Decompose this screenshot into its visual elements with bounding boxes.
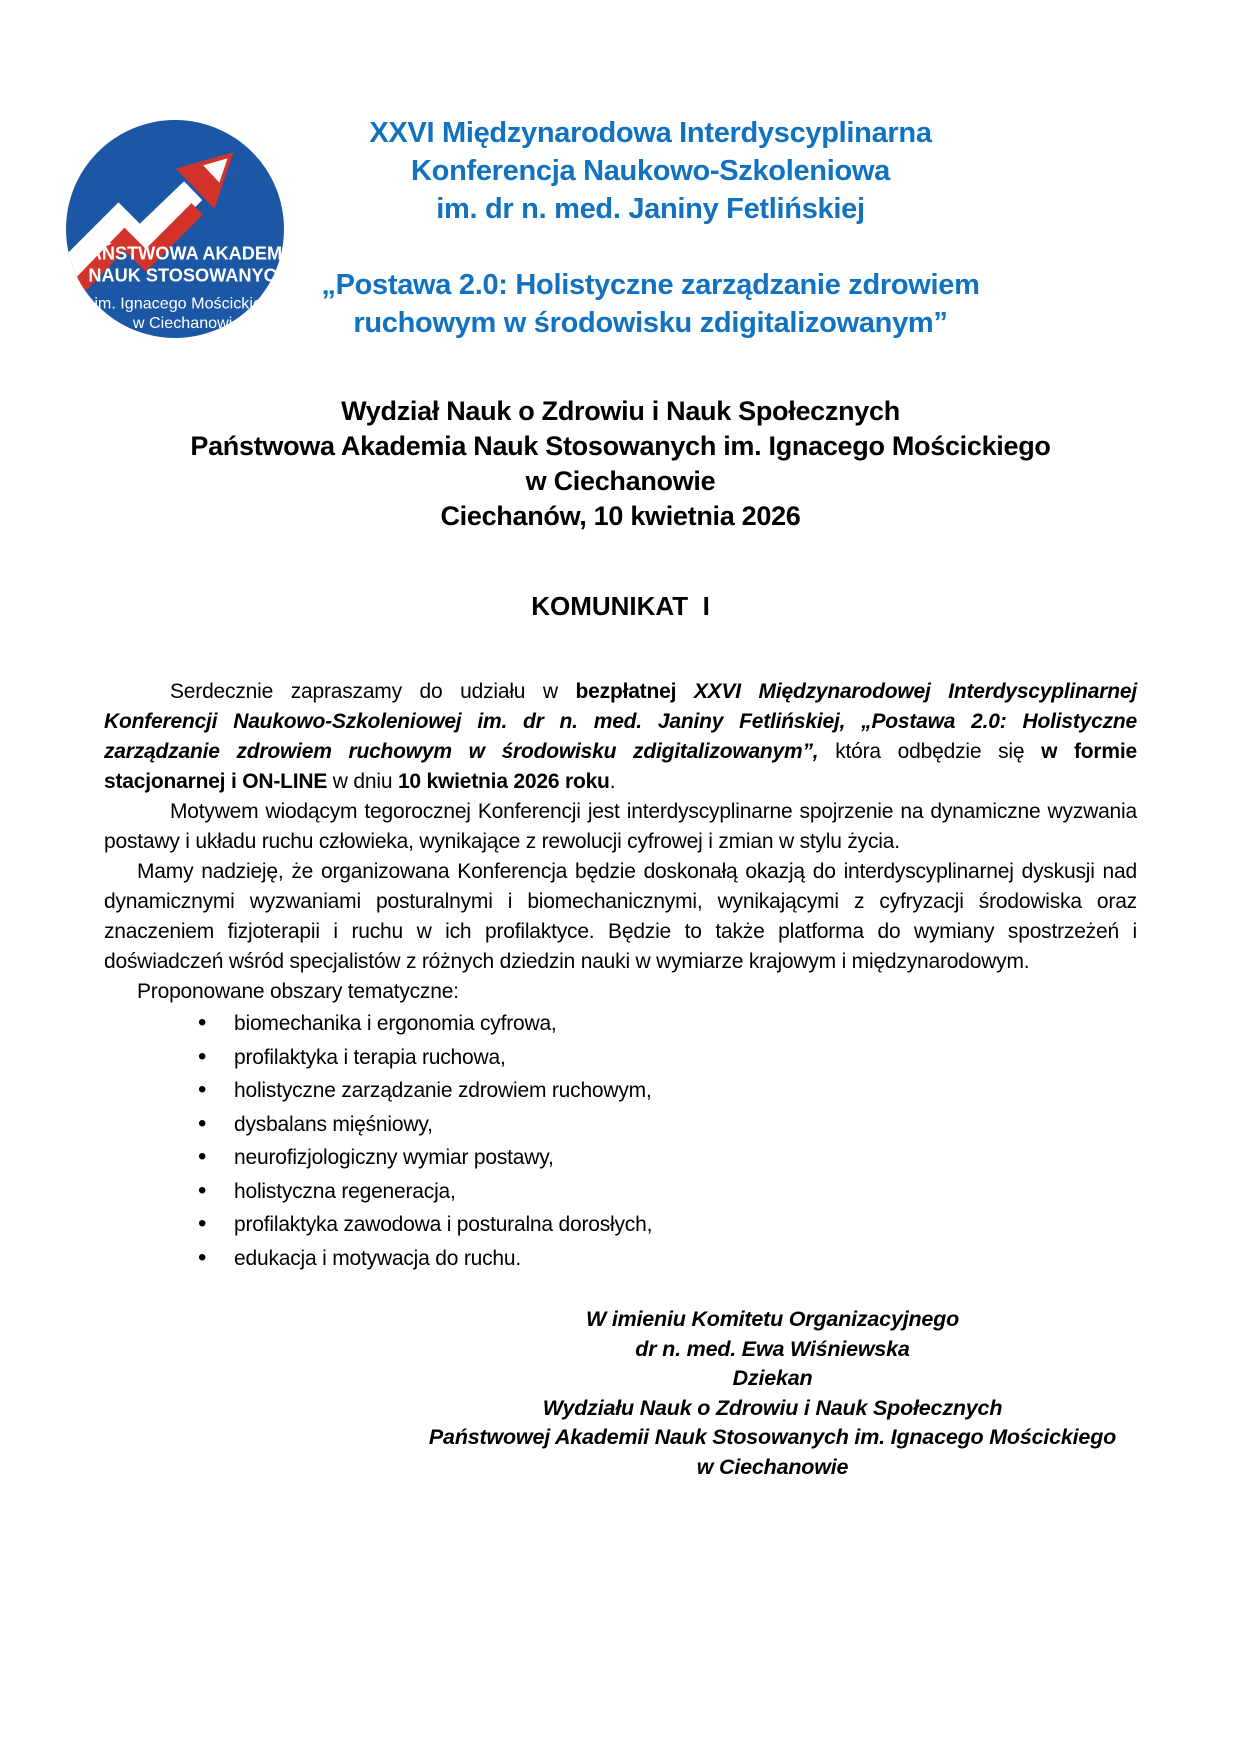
topic-item: • holistyczna regeneracja, bbox=[198, 1175, 1137, 1209]
text-segment: w formie stacjonarnej i ON-LINE bbox=[104, 740, 1137, 793]
topics-intro: Proponowane obszary tematyczne: bbox=[137, 980, 459, 1003]
section-title: KOMUNIKAT I bbox=[531, 591, 710, 621]
text-line: im. dr n. med. Janiny Fetlińskiej bbox=[436, 193, 865, 225]
logo-org-line1: PAŃSTWOWA AKADEMIA bbox=[78, 243, 286, 264]
text-segment: 10 kwietnia 2026 roku bbox=[397, 770, 610, 793]
text-line: Państwowa Akademia Nauk Stosowanych im. Ignacego Mościckiego bbox=[190, 431, 1051, 461]
paragraph-invitation bbox=[104, 677, 1137, 797]
text-line: ruchowym w środowisku zdigitalizowanym” bbox=[353, 307, 948, 339]
conference-subtitle bbox=[300, 266, 1001, 342]
text-line: Wydziału Nauk o Zdrowiu i Nauk Społecznych bbox=[542, 1395, 1003, 1420]
topic-item: • profilaktyka i terapia ruchowa, bbox=[198, 1041, 1137, 1075]
topic-item: • profilaktyka zawodowa i posturalna dorosłych, bbox=[198, 1208, 1137, 1242]
topic-item: • biomechanika i ergonomia cyfrowa, bbox=[198, 1007, 1137, 1041]
conference-title bbox=[300, 114, 1001, 228]
text-segment: bezpłatnej bbox=[575, 680, 694, 703]
paragraph-theme: Motywem wiodącym tegorocznej Konferencji jest interdyscyplinarne spojrzenie na dynamiczne wyzwania postawy i układu ruchu człowieka, wynikające z rewolucji cyfrowej i zmian w stylu życia. bbox=[104, 800, 1137, 853]
topic-item: • edukacja i motywacja do ruchu. bbox=[198, 1242, 1137, 1276]
university-logo-graphic bbox=[64, 118, 286, 340]
logo-org-line2: NAUK STOSOWANYCH bbox=[88, 265, 286, 286]
logo-sub-line2: w Ciechanowie bbox=[132, 313, 242, 332]
text-line: XXVI Międzynarodowa Interdyscyplinarna bbox=[369, 117, 932, 149]
text-line: w Ciechanowie bbox=[696, 1454, 849, 1479]
venue-block bbox=[0, 394, 1241, 534]
topic-item: • neurofizjologiczny wymiar postawy, bbox=[198, 1141, 1137, 1175]
text-segment: w dniu bbox=[327, 770, 398, 793]
body-content bbox=[0, 677, 1241, 1482]
text-segment: . bbox=[609, 770, 616, 793]
topics-list bbox=[104, 1007, 1137, 1275]
text-line: W imieniu Komitetu Organizacyjnego bbox=[585, 1307, 960, 1331]
text-line: Wydział Nauk o Zdrowiu i Nauk Społecznych bbox=[341, 396, 900, 426]
text-segment: która odbędzie się bbox=[818, 740, 1042, 763]
topic-item: • dysbalans mięśniowy, bbox=[198, 1108, 1137, 1142]
signature-block bbox=[104, 1305, 1137, 1482]
text-segment: Serdecznie zapraszamy do udziału w bbox=[170, 680, 576, 703]
logo-sub-line1: im. Ignacego Mościckiego bbox=[94, 294, 280, 313]
text-line: Konferencja Naukowo-Szkoleniowa bbox=[411, 155, 890, 187]
topic-item: • holistyczne zarządzanie zdrowiem ruchowym, bbox=[198, 1074, 1137, 1108]
text-line: dr n. med. Ewa Wiśniewska bbox=[635, 1336, 910, 1361]
conference-header bbox=[300, 0, 1001, 342]
text-line: Państwowej Akademii Nauk Stosowanych im. Ignacego Mościckiego bbox=[428, 1425, 1117, 1449]
paragraph-hope: Mamy nadzieję, że organizowana Konferencja będzie doskonałą okazją do interdyscyplinarnej dyskusji nad dynamicznymi wyzwaniami posturalnymi i biomechanicznymi, wynikającymi z cyfryzacji środowiska oraz znaczeniem fizjoterapii i ruchu w ich profilaktyce. Będzie to także platforma do wymiany spostrzeżeń i doświadczeń wśród specjalistów z różnych dziedzin nauki w wymiarze krajowym i międzynarodowym. bbox=[104, 860, 1137, 973]
text-segment: XXVI Międzynarodowej Interdyscyplinarnej Konferencji Naukowo-Szkoleniowej im. dr n. med. Janiny Fetlińskiej, „Postawa 2.0: Holistyczne zarządzanie zdrowiem ruchowym w środowisku zdigitalizowanym”, bbox=[104, 680, 1137, 763]
text-line: Ciechanów, 10 kwietnia 2026 bbox=[440, 501, 801, 531]
text-line: w Ciechanowie bbox=[525, 466, 716, 496]
text-line: „Postawa 2.0: Holistyczne zarządzanie zdrowiem bbox=[321, 269, 980, 301]
text-line: Dziekan bbox=[732, 1366, 813, 1390]
university-logo bbox=[64, 118, 286, 340]
